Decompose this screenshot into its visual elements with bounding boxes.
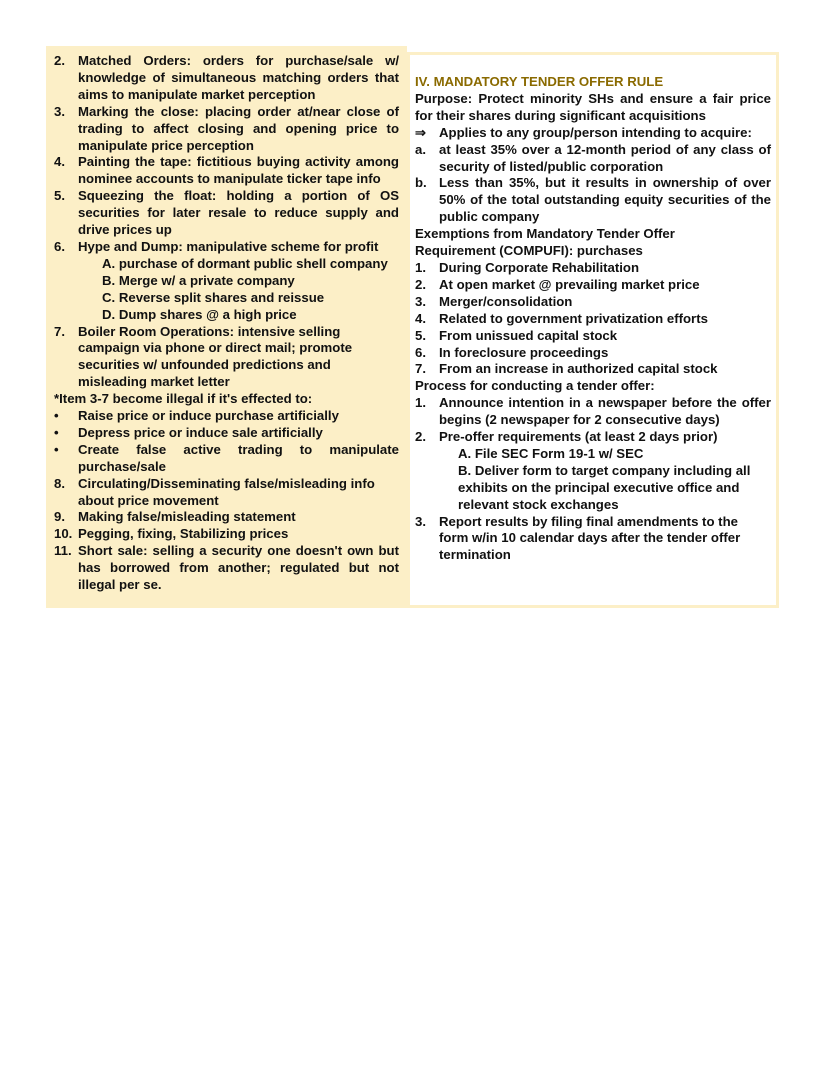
section-title: IV. MANDATORY TENDER OFFER RULE xyxy=(415,74,664,89)
bullet-icon: • xyxy=(54,408,59,424)
sub-item: B. Merge w/ a private company xyxy=(102,272,295,288)
left-column xyxy=(46,46,407,608)
bullet-item: • Create false active trading to manipulate purchase/sale xyxy=(54,441,399,474)
sub-item: B. Deliver form to target company including all exhibits on the principal executive office and relevant stock exchanges xyxy=(458,462,751,512)
list-item: 7. From an increase in authorized capital stock xyxy=(415,361,718,377)
list-item: a. at least 35% over a 12-month period of any class of security of listed/public corporation xyxy=(415,141,771,174)
arrow-icon: ⇒ xyxy=(415,124,427,140)
list-item: 2. Matched Orders: orders for purchase/sale w/ knowledge of simultaneous matching orders that aims to manipulate market perception xyxy=(54,53,399,102)
list-item: 5. From unissued capital stock xyxy=(415,327,618,343)
sub-item: A. purchase of dormant public shell company xyxy=(102,255,388,271)
list-item: 4. Related to government privatization efforts xyxy=(415,310,708,326)
purpose: Purpose: Protect minority SHs and ensure a fair price for their shares during significant acquisitions xyxy=(415,90,772,123)
applies-line: ⇒ Applies to any group/person intending to acquire: xyxy=(415,124,752,140)
list-item: 3. Merger/consolidation xyxy=(415,293,573,309)
list-item: 6. Hype and Dump: manipulative scheme for profit xyxy=(54,238,379,254)
list-item: 10. Pegging, fixing, Stabilizing prices xyxy=(54,526,289,542)
list-item: 3. Report results by filing final amendments to the form w/in 10 calendar days after the tender offer termination xyxy=(415,513,741,563)
bullet-icon: • xyxy=(54,441,59,457)
list-item: 6. In foreclosure proceedings xyxy=(415,344,609,360)
list-item: 8. Circulating/Disseminating false/misleading info about price movement xyxy=(54,475,375,508)
list-item: b. Less than 35%, but it results in ownership of over 50% of the total outstanding equity securities of the public company xyxy=(415,175,771,225)
bullet-icon: • xyxy=(54,424,59,440)
note: *Item 3-7 become illegal if it's effected to: xyxy=(54,391,313,407)
sub-item: A. File SEC Form 19-1 w/ SEC xyxy=(458,445,644,461)
list-item: 4. Painting the tape: fictitious buying activity among nominee accounts to manipulate ticker tape info xyxy=(54,154,399,187)
sub-item: D. Dump shares @ a high price xyxy=(102,306,297,322)
bullet-item: • Depress price or induce sale artificially xyxy=(54,424,323,440)
list-item: 7. Boiler Room Operations: intensive selling campaign via phone or direct mail; promote securities w/ unfounded predictions and misleading market letter xyxy=(54,323,353,390)
list-item: 2. Pre-offer requirements (at least 2 days prior) xyxy=(415,429,718,445)
right-column xyxy=(407,52,779,608)
list-item: 5. Squeezing the float: holding a portion of OS securities for later resale to reduce supply and drive prices up xyxy=(54,188,399,238)
list-item: 2. At open market @ prevailing market price xyxy=(415,276,700,292)
list-item: 1. Announce intention in a newspaper before the offer begins (2 newspaper for 2 consecutive days) xyxy=(415,395,771,428)
list-item: 9. Making false/misleading statement xyxy=(54,509,296,525)
bullet-item: • Raise price or induce purchase artificially xyxy=(54,408,339,424)
exemptions-heading: Exemptions from Mandatory Tender Offer xyxy=(415,226,675,242)
list-item: 1. During Corporate Rehabilitation xyxy=(415,259,640,275)
list-item: 3. Marking the close: placing order at/near close of trading to affect closing and opening price to manipulate price perception xyxy=(54,103,399,153)
process-heading: Process for conducting a tender offer: xyxy=(415,378,655,394)
exemptions-heading: Requirement (COMPUFI): purchases xyxy=(415,243,643,259)
list-item: 11. Short sale: selling a security one doesn't own but has borrowed from another; regulated but not illegal per se. xyxy=(54,543,399,593)
sub-item: C. Reverse split shares and reissue xyxy=(102,289,325,305)
